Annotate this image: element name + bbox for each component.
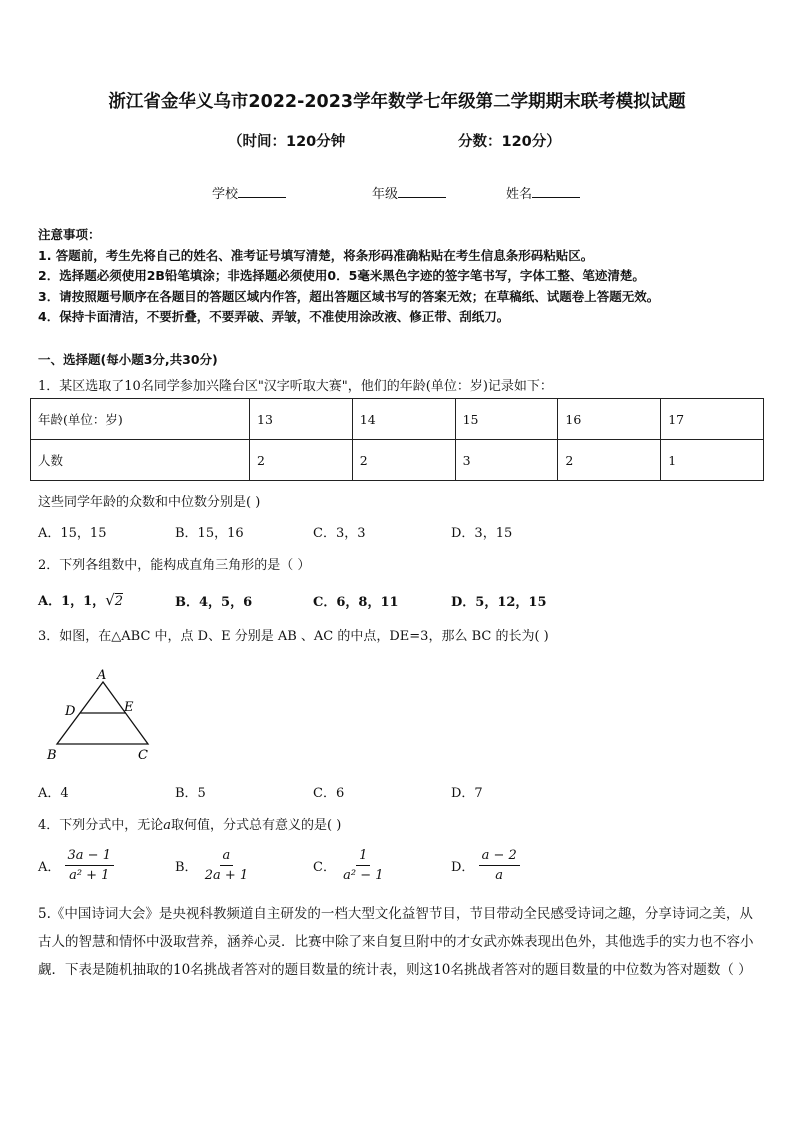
q4-stem-part1: 4．下列分式中，无论 <box>38 818 164 833</box>
table-cell: 13 <box>250 399 353 440</box>
table-cell: 年龄(单位：岁) <box>31 399 250 440</box>
table-cell: 15 <box>455 399 558 440</box>
table-cell: 1 <box>661 440 764 481</box>
triangle-figure <box>40 662 170 772</box>
q4-option-c <box>313 848 386 883</box>
q1-option-a: A．15，15 <box>38 526 107 541</box>
label-a: A <box>97 668 107 683</box>
q2-option-a <box>38 590 123 609</box>
q2-option-a-text: A．1，1， <box>38 594 106 609</box>
q4-option-b-label: B． <box>175 860 198 875</box>
q2-option-b: B．4，5，6 <box>175 595 253 610</box>
school-field <box>212 183 286 202</box>
table-cell: 人数 <box>31 440 250 481</box>
notice-item: 3．请按照题号顺序在各题目的答题区域内作答，超出答题区域书写的答案无效；在草稿纸、试题卷上答题无效。 <box>38 289 660 304</box>
q3-option-a: A．4 <box>38 786 69 801</box>
q3-stem: 3．如图，在△ABC 中，点 D、E 分别是 AB 、AC 的中点，DE=3，那么 BC 的长为( ) <box>38 629 549 644</box>
sqrt-symbol: √ <box>105 591 115 609</box>
q3-option-d: D．7 <box>451 786 483 801</box>
table-cell: 17 <box>661 399 764 440</box>
q3-option-c: C．6 <box>313 786 345 801</box>
q1-stem: 1．某区选取了10名同学参加兴隆台区"汉字听取大赛"，他们的年龄(单位：岁)记录如下： <box>38 379 553 394</box>
q4-option-d <box>451 848 520 883</box>
notice-item: 2．选择题必须使用2B铅笔填涂；非选择题必须使用0．5毫米黑色字迹的签字笔书写，字体工整、笔迹清楚。 <box>38 268 645 283</box>
notice-heading: 注意事项： <box>38 227 101 242</box>
q1-question: 这些同学年龄的众数和中位数分别是( ) <box>38 495 261 510</box>
table-cell: 3 <box>455 440 558 481</box>
q4-option-a <box>38 848 114 883</box>
table-cell: 16 <box>558 399 661 440</box>
table-cell: 2 <box>352 440 455 481</box>
label-e: E <box>124 700 134 715</box>
label-b: B <box>47 748 57 763</box>
q4-option-a-label: A． <box>38 860 61 875</box>
page-title: 浙江省金华义乌市2022-2023学年数学七年级第二学期期末联考模拟试题 <box>108 92 686 112</box>
q3-option-b: B．5 <box>175 786 206 801</box>
fraction <box>479 848 520 883</box>
grade-field <box>372 183 446 202</box>
fraction <box>202 848 251 883</box>
name-blank <box>532 187 580 198</box>
q1-option-b: B．15，16 <box>175 526 244 541</box>
q4-stem-part2: 取何值，分式总有意义的是( ) <box>171 818 342 833</box>
label-d: D <box>65 704 76 719</box>
q4-option-b <box>175 848 251 883</box>
table-cell: 14 <box>352 399 455 440</box>
grade-blank <box>398 187 446 198</box>
denominator: 2a + 1 <box>204 868 249 883</box>
denominator: a² − 1 <box>343 868 384 883</box>
q2-stem: 2．下列各组数中，能构成直角三角形的是（ ） <box>38 558 311 573</box>
q4-stem <box>38 814 341 833</box>
grade-label: 年级 <box>372 187 399 202</box>
name-field <box>506 183 580 202</box>
age-table <box>30 398 764 481</box>
label-c: C <box>138 748 148 763</box>
q1-option-d: D．3，15 <box>451 526 513 541</box>
q5-text: 5.《中国诗词大会》是央视科教频道自主研发的一档大型文化益智节目，节目带动全民感受诗词之趣，分享诗词之美，从古人的智慧和情怀中汲取营养，涵养心灵．比赛中除了来自复旦附中的才女武亦姝表现出色外，其他选手的实力也不容小觑．下表是随机抽取的10名挑战者答对的题目数量的统计表，则这10名挑战者答对的题目数量的中位数为答对题数（ ） <box>38 906 754 978</box>
numerator: a <box>220 848 234 866</box>
school-blank <box>238 187 286 198</box>
numerator: 3a − 1 <box>65 848 114 866</box>
q4-variable: a <box>163 818 172 833</box>
numerator: a − 2 <box>479 848 520 866</box>
denominator: a <box>495 868 504 883</box>
fraction <box>340 848 386 883</box>
table-row <box>31 440 764 481</box>
exam-score: 分数：120分） <box>458 134 561 150</box>
table-row <box>31 399 764 440</box>
q4-option-d-label: D． <box>451 860 475 875</box>
table-cell: 2 <box>250 440 353 481</box>
sqrt-radicand: 2 <box>114 594 124 609</box>
numerator: 1 <box>356 848 370 866</box>
q2-option-d: D．5，12，15 <box>451 595 547 610</box>
denominator: a² + 1 <box>69 868 110 883</box>
notice-item: 4．保持卡面清洁，不要折叠，不要弄破、弄皱，不准使用涂改液、修正带、刮纸刀。 <box>38 309 510 324</box>
school-label: 学校 <box>212 187 239 202</box>
q1-option-c: C．3，3 <box>313 526 366 541</box>
q4-option-c-label: C． <box>313 860 336 875</box>
q2-option-c: C．6，8，11 <box>313 595 399 610</box>
name-label: 姓名 <box>506 187 533 202</box>
notice-item: 1. 答题前，考生先将自己的姓名、准考证号填写清楚，将条形码准确粘贴在考生信息条形码粘贴区。 <box>38 248 594 263</box>
section-heading: 一、选择题(每小题3分,共30分) <box>38 352 218 367</box>
table-cell: 2 <box>558 440 661 481</box>
exam-time: （时间：120分钟 <box>228 134 346 150</box>
fraction <box>65 848 114 883</box>
